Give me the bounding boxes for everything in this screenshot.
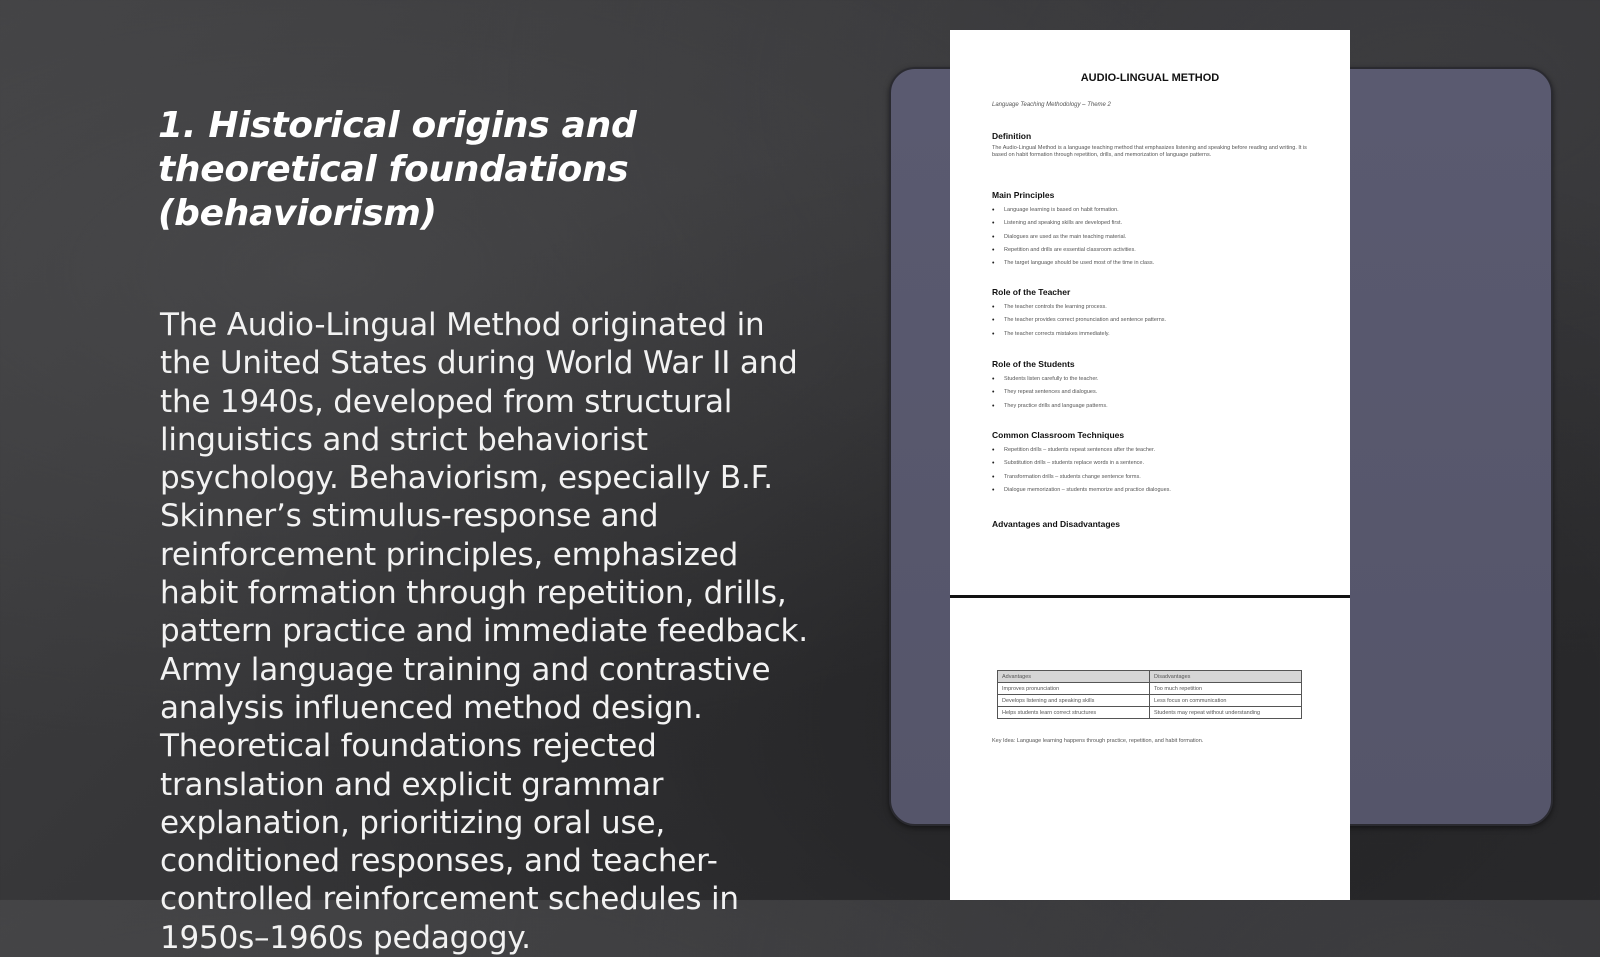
table-header: Advantages [998,671,1150,683]
list-item: • Repetition drills – students repeat sentences after the teacher. [992,444,1312,457]
list-item: • Listening and speaking skills are developed first. [992,217,1312,230]
list-item: • They repeat sentences and dialogues. [992,386,1312,399]
table-cell: Develops listening and speaking skills [998,695,1150,707]
definition-text: The Audio-Lingual Method is a language teaching method that emphasizes listening and speaking before reading and writing. It is based on habit formation through repetition, drills, and memorization of language patterns. [992,145,1307,158]
section-heading: Main Principles [992,190,1055,200]
section-heading: Role of the Teacher [992,287,1071,297]
key-idea-text: Key Idea: Language learning happens through practice, repetition, and habit formation. [992,738,1204,744]
section-definition [992,131,1312,159]
table-row [998,695,1302,707]
section-heading: Advantages and Disadvantages [992,519,1121,529]
advantages-table [997,670,1302,719]
document-subtitle: Language Teaching Methodology – Theme 2 [992,102,1111,108]
table-cell: Less focus on communication [1150,695,1302,707]
section-techniques [992,430,1312,497]
list-item: • Language learning is based on habit formation. [992,204,1312,217]
list-item: • Dialogues are used as the main teaching material. [992,231,1312,244]
table-row [998,707,1302,719]
section-heading: Definition [992,131,1032,141]
table-row [998,683,1302,695]
slide-title: 1. Historical origins and theoretical foundations (behaviorism) [158,105,637,234]
slide-body-text: The Audio-Lingual Method originated in the United States during World War II and the 1940s, developed from structural linguistics and strict behaviorist psychology. Behaviorism, especially B.F. Skinner’s stimulus-response and reinforcement principles, emphasized habit formation through repetition, drills, pattern practice and immediate feedback. Army language training and contrastive analysis influenced method design. Theoretical foundations rejected translation and explicit grammar explanation, prioritizing oral use, conditioned responses, and teacher-controlled reinforcement schedules in 1950s–1960s pedagogy. [160,307,808,956]
list-item: • Dialogue memorization – students memorize and practice dialogues. [992,484,1312,497]
document-page-2 [950,598,1350,900]
list-item: • Substitution drills – students replace words in a sentence. [992,457,1312,470]
list-item: • The teacher provides correct pronunciation and sentence patterns. [992,314,1312,327]
document-preview [950,30,1350,900]
section-main-principles [992,190,1312,270]
table-cell: Improves pronunciation [998,683,1150,695]
list-item: • The teacher corrects mistakes immediately. [992,328,1312,341]
section-advantages [992,519,1312,533]
list-item: • They practice drills and language patterns. [992,400,1312,413]
list-item: • Students listen carefully to the teacher. [992,373,1312,386]
list-item: • The teacher controls the learning process. [992,301,1312,314]
section-role-teacher [992,287,1312,341]
table-header: Disadvantages [1150,671,1302,683]
table-cell: Too much repetition [1150,683,1302,695]
section-heading: Common Classroom Techniques [992,430,1125,440]
list-item: • The target language should be used most of the time in class. [992,257,1312,270]
table-cell: Helps students learn correct structures [998,707,1150,719]
section-heading: Role of the Students [992,359,1075,369]
document-page-1 [950,30,1350,595]
document-title: AUDIO-LINGUAL METHOD [1080,72,1220,84]
section-role-students [992,359,1312,413]
table-header-row [998,671,1302,683]
table-cell: Students may repeat without understanding [1150,707,1302,719]
list-item: • Transformation drills – students change sentence forms. [992,471,1312,484]
list-item: • Repetition and drills are essential classroom activities. [992,244,1312,257]
